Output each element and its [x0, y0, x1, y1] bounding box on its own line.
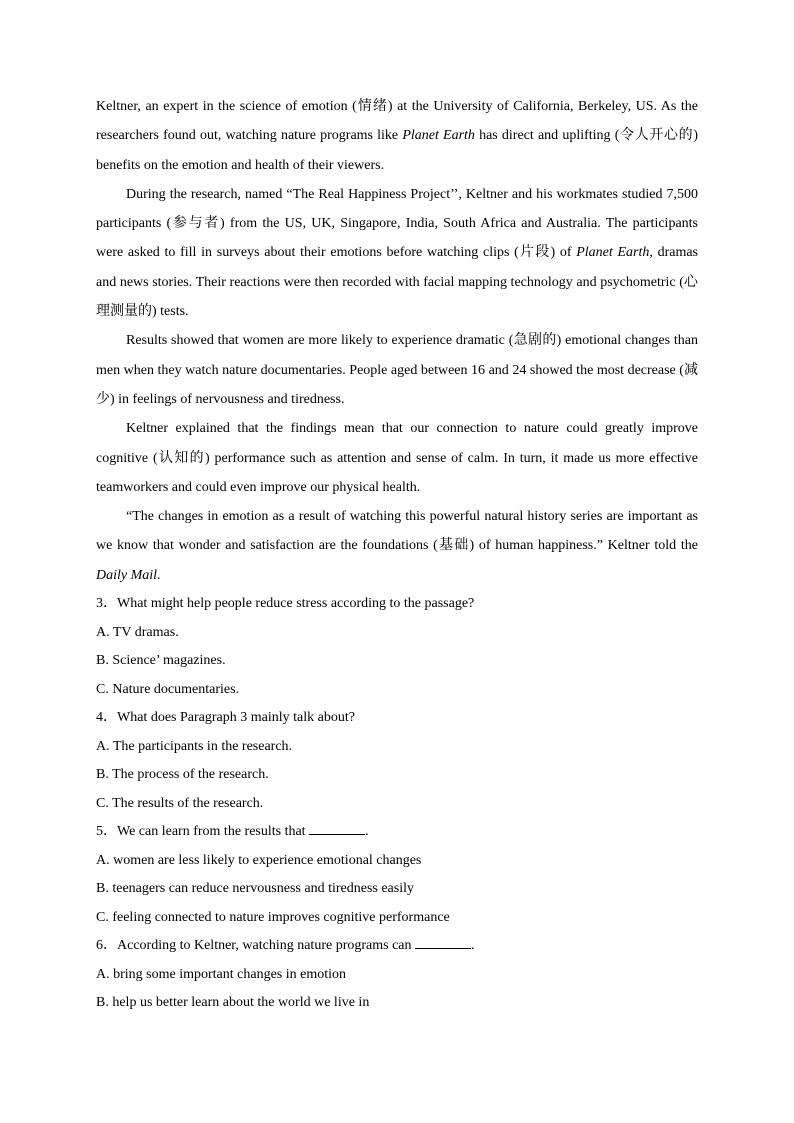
answer-option: B. help us better learn about the world we live in — [96, 995, 370, 1011]
answer-option: C. feeling connected to nature improves cognitive performance — [96, 909, 450, 925]
paragraph-text: Keltner explained that the findings mean that our connection to nature could greatly improve cognitive (认知的) performance such as attention and sense of calm. In turn, it made us more effective teamworkers and could even improve our physical health. — [96, 421, 698, 495]
passage-paragraph — [96, 180, 698, 326]
answer-option: A. The participants in the research. — [96, 738, 293, 754]
paragraph-text: Results showed that women are more likely to experience dramatic (急剧的) emotional changes than men when they watch nature documentaries. People aged between 16 and 24 showed the most decrease (减少) in feelings of nervousness and tiredness. — [96, 333, 698, 407]
paragraph-text: “The changes in emotion as a result of watching this powerful natural history series are important as we know that wonder and satisfaction are the foundations (基础) of human happiness.” Keltner told the — [96, 509, 698, 554]
answer-blank — [309, 821, 365, 835]
answer-option: B. Science’ magazines. — [96, 653, 226, 669]
paragraph-text: During the research, named “The Real Happiness Project’’, Keltner and his workmates studied 7,500 participants (参与者) from the US, UK, Singapore, India, South Africa and Australia. The participants were asked to fill in surveys about their emotions before watching clips (片段) of — [96, 186, 698, 261]
period: . — [365, 824, 369, 840]
answer-option: B. teenagers can reduce nervousness and tiredness easily — [96, 881, 414, 897]
answer-option: C. Nature documentaries. — [96, 681, 240, 697]
question-list — [96, 590, 698, 1018]
question-stem — [96, 932, 698, 961]
question-stem — [96, 704, 698, 733]
question-stem — [96, 818, 698, 847]
question-text: 4．What does Paragraph 3 mainly talk about? — [96, 710, 355, 726]
answer-option: A. women are less likely to experience emotional changes — [96, 852, 422, 868]
paragraph-text: has direct and uplifting (令人开心的) benefits on the emotion and health of their viewers. — [96, 128, 699, 173]
italic-title: Daily Mail — [96, 567, 158, 583]
question-stem — [96, 590, 698, 619]
question-text: 5．We can learn from the results that — [96, 824, 310, 840]
paragraph-text: , dramas and news stories. Their reactions were then recorded with facial mapping technology and psychometric (心理测量的) tests. — [96, 245, 699, 320]
answer-option: B. The process of the research. — [96, 767, 269, 783]
italic-title: Planet Earth — [576, 245, 650, 261]
passage-paragraph — [96, 326, 698, 414]
answer-option: A. TV dramas. — [96, 624, 179, 640]
answer-option: C. The results of the research. — [96, 795, 264, 811]
question-text: 3．What might help people reduce stress according to the passage? — [96, 596, 475, 612]
document-page — [96, 92, 698, 1018]
passage-paragraph — [96, 414, 698, 502]
passage-paragraph — [96, 502, 698, 590]
question-text: 6．According to Keltner, watching nature programs can — [96, 938, 415, 954]
paragraph-text: . — [157, 567, 161, 583]
passage-paragraph — [96, 92, 698, 180]
period: . — [471, 938, 475, 954]
paragraph-text: Keltner, an expert in the science of emotion (情绪) at the University of California, Berkeley, US. As the researchers found out, watching nature programs like — [96, 99, 698, 144]
answer-option: A. bring some important changes in emotion — [96, 966, 347, 982]
italic-title: Planet Earth — [402, 128, 475, 144]
answer-blank — [415, 935, 471, 949]
reading-passage — [96, 92, 698, 590]
